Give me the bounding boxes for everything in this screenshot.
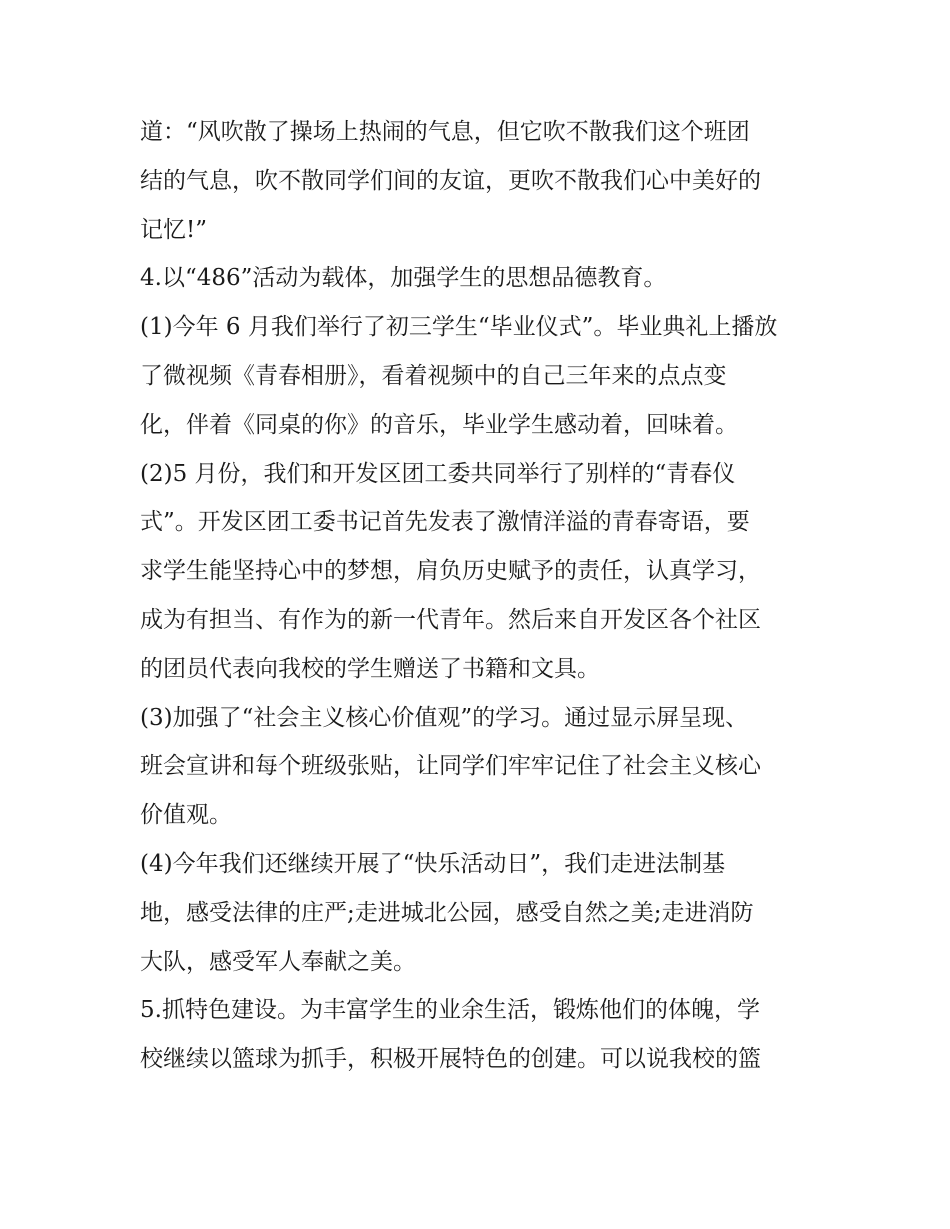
text-line: 记忆!” xyxy=(140,216,208,243)
text-line: 5.抓特色建设。为丰富学生的业余生活，锻炼他们的体魄，学 xyxy=(140,997,760,1024)
text-line: (4)今年我们还继续开展了“快乐活动日”，我们走进法制基 xyxy=(140,850,726,877)
text-line: 校继续以篮球为抓手，积极开展特色的创建。可以说我校的篮 xyxy=(140,1046,761,1073)
text-line: 价值观。 xyxy=(140,802,232,829)
text-line: 结的气息，吹不散同学们间的友谊，更吹不散我们心中美好的 xyxy=(140,167,761,194)
text-line: 化，伴着《同桌的你》的音乐，毕业学生感动着，回味着。 xyxy=(140,411,738,438)
text-line: 班会宣讲和每个班级张贴，让同学们牢牢记住了社会主义核心 xyxy=(140,753,761,780)
text-line: (2)5 月份，我们和开发区团工委共同举行了别样的“青春仪 xyxy=(140,460,736,487)
text-line: 求学生能坚持心中的梦想，肩负历史赋予的责任，认真学习， xyxy=(140,558,761,585)
text-line: (1)今年 6 月我们举行了初三学生“毕业仪式”。毕业典礼上播放 xyxy=(140,314,778,341)
text-line: 的团员代表向我校的学生赠送了书籍和文具。 xyxy=(140,655,600,682)
text-line: (3)加强了“社会主义核心价值观”的学习。通过显示屏呈现、 xyxy=(140,704,749,731)
text-line: 大队，感受军人奉献之美。 xyxy=(140,948,416,975)
document-body xyxy=(140,108,820,1084)
text-line: 4.以“486”活动为载体，加强学生的思想品德教育。 xyxy=(140,265,667,292)
text-line: 成为有担当、有作为的新一代青年。然后来自开发区各个社区 xyxy=(140,606,761,633)
text-line: 地，感受法律的庄严;走进城北公园，感受自然之美;走进消防 xyxy=(140,899,754,926)
text-line: 式”。开发区团工委书记首先发表了激情洋溢的青春寄语，要 xyxy=(140,509,750,536)
text-line: 道：“风吹散了操场上热闹的气息，但它吹不散我们这个班团 xyxy=(140,119,750,145)
text-line: 了微视频《青春相册》，看着视频中的自己三年来的点点变 xyxy=(140,362,727,389)
